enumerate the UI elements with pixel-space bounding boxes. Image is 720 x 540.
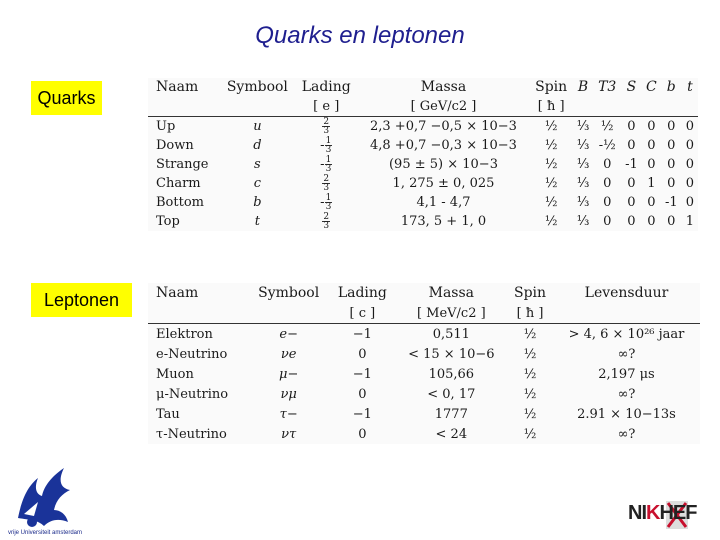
quark-mass: 4,1 - 4,7 xyxy=(416,195,471,210)
quark-spin: ½ xyxy=(544,157,558,172)
lepton-spin: ½ xyxy=(523,346,537,362)
quark-charm: 0 xyxy=(647,157,656,172)
lepton-symbol: τ− xyxy=(279,406,298,422)
lepton-table xyxy=(148,283,700,444)
lepton-name: Elektron xyxy=(156,326,213,342)
lepton-charge: −1 xyxy=(352,326,372,342)
quark-topness: 0 xyxy=(685,138,695,153)
quark-symbol: s xyxy=(254,157,261,172)
quark-isospin: 0 xyxy=(603,195,612,210)
unit-charge: [ e ] xyxy=(295,97,357,117)
lepton-charge: −1 xyxy=(352,366,372,382)
quark-bottomness: 0 xyxy=(667,119,676,134)
unit-spin: [ ħ ] xyxy=(507,303,553,324)
table-row xyxy=(148,174,698,193)
unit-charge: [ c ] xyxy=(329,303,395,324)
quark-spin: ½ xyxy=(544,176,558,191)
quark-charge xyxy=(295,174,357,193)
lepton-charge: 0 xyxy=(358,346,367,362)
quark-baryon: ⅓ xyxy=(576,157,590,172)
quark-baryon: ⅓ xyxy=(576,176,590,191)
lepton-charge: 0 xyxy=(358,386,367,402)
quark-mass: 2,3 +0,7 −0,5 × 10−3 xyxy=(370,119,517,134)
col-symbol: Symbool xyxy=(258,284,320,301)
charge-den: 3 xyxy=(323,221,330,231)
quark-symbol: b xyxy=(253,195,262,210)
quark-header-row xyxy=(148,78,698,97)
quark-charge xyxy=(295,193,357,212)
quark-spin: ½ xyxy=(544,138,558,153)
quark-name: Strange xyxy=(156,157,209,172)
quark-mass: 173, 5 + 1, 0 xyxy=(400,214,487,229)
quark-bottomness: 0 xyxy=(667,214,676,229)
quark-topness: 0 xyxy=(685,176,695,191)
quark-baryon: ⅓ xyxy=(576,195,590,210)
quark-mass: 1, 275 ± 0, 025 xyxy=(392,176,495,191)
lepton-spin: ½ xyxy=(523,426,537,442)
quark-mass: (95 ± 5) × 10−3 xyxy=(388,157,498,172)
quark-strangeness: 0 xyxy=(627,176,636,191)
quark-baryon: ⅓ xyxy=(576,138,590,153)
quark-topness: 0 xyxy=(685,119,695,134)
charge-sign: - xyxy=(320,195,325,210)
charge-num: 2 xyxy=(323,117,330,127)
lepton-name: Muon xyxy=(156,366,194,382)
quark-strangeness: -1 xyxy=(625,157,638,172)
nikhef-wordmark: NIKHEF xyxy=(628,502,697,524)
col-topness: t xyxy=(687,79,693,95)
quark-bottomness: 0 xyxy=(667,176,676,191)
col-bottomness: b xyxy=(666,79,676,95)
table-row xyxy=(148,404,700,424)
charge-den: 3 xyxy=(325,202,332,212)
lepton-charge: 0 xyxy=(358,426,367,442)
col-isospin: T3 xyxy=(598,79,617,95)
quark-name: Top xyxy=(156,214,180,229)
lepton-mass: < 15 × 10−6 xyxy=(408,346,495,362)
lepton-spin: ½ xyxy=(523,366,537,382)
quark-strangeness: 0 xyxy=(627,195,636,210)
table-row xyxy=(148,324,700,345)
quark-name: Down xyxy=(156,138,194,153)
lepton-mass: 1777 xyxy=(434,406,468,422)
griffin-logo-icon xyxy=(8,458,83,536)
table-row xyxy=(148,117,698,137)
table-row xyxy=(148,424,700,444)
lepton-mass: < 24 xyxy=(435,426,468,442)
lepton-spin: ½ xyxy=(523,406,537,422)
charge-sign: - xyxy=(320,138,325,153)
quark-mass: 4,8 +0,7 −0,3 × 10−3 xyxy=(370,138,517,153)
quark-spin: ½ xyxy=(544,195,558,210)
unit-mass: [ MeV/c2 ] xyxy=(396,303,508,324)
quarks-label: Quarks xyxy=(31,81,102,115)
lepton-name: μ-Neutrino xyxy=(156,386,229,402)
quark-topness: 0 xyxy=(685,157,695,172)
quark-strangeness: 0 xyxy=(627,119,636,134)
lepton-symbol: μ− xyxy=(279,366,299,382)
quark-symbol: t xyxy=(254,214,260,229)
lepton-mass: < 0, 17 xyxy=(427,386,476,402)
table-row xyxy=(148,212,698,231)
col-spin: Spin xyxy=(535,79,568,95)
table-row xyxy=(148,193,698,212)
quark-charge xyxy=(295,212,357,231)
lepton-name: e-Neutrino xyxy=(156,346,228,362)
table-row xyxy=(148,155,698,174)
quark-name: Bottom xyxy=(156,195,204,210)
leptons-label: Leptonen xyxy=(31,283,132,317)
quark-isospin: 0 xyxy=(603,176,612,191)
lepton-lifetime: ∞? xyxy=(617,386,636,402)
charge-den: 3 xyxy=(323,126,330,136)
quark-isospin: -½ xyxy=(598,138,616,153)
col-spin: Spin xyxy=(514,284,547,301)
col-baryon: B xyxy=(577,79,589,95)
col-charge: Lading xyxy=(301,79,351,95)
lepton-lifetime: 2.91 × 10−13s xyxy=(577,406,676,422)
charge-num: 2 xyxy=(323,174,330,184)
unit-spin: [ ħ ] xyxy=(530,97,573,117)
col-mass: Massa xyxy=(420,79,467,95)
quark-baryon: ⅓ xyxy=(576,119,590,134)
lepton-header-row xyxy=(148,283,700,303)
lepton-lifetime: ∞? xyxy=(617,426,636,442)
col-symbol: Symbool xyxy=(226,79,288,95)
quark-strangeness: 0 xyxy=(627,214,636,229)
lepton-units-row xyxy=(148,303,700,324)
quark-strangeness: 0 xyxy=(627,138,636,153)
col-name: Naam xyxy=(156,284,199,301)
lepton-lifetime: ∞? xyxy=(617,346,636,362)
col-name: Naam xyxy=(156,79,199,95)
quark-isospin: 0 xyxy=(603,157,612,172)
quark-charge xyxy=(295,155,357,174)
quark-name: Up xyxy=(156,119,176,134)
lepton-symbol: e− xyxy=(279,326,298,342)
quark-charm: 0 xyxy=(647,195,656,210)
charge-den: 3 xyxy=(323,183,330,193)
charge-den: 3 xyxy=(325,164,332,174)
quark-charm: 1 xyxy=(647,176,656,191)
quark-charm: 0 xyxy=(647,119,656,134)
lepton-symbol: ντ xyxy=(281,426,297,442)
charge-num: 1 xyxy=(325,193,332,203)
quark-bottomness: 0 xyxy=(667,138,676,153)
quark-charm: 0 xyxy=(647,138,656,153)
quark-bottomness: 0 xyxy=(667,157,676,172)
lepton-lifetime: > 4, 6 × 10²⁶ jaar xyxy=(568,326,685,342)
table-row xyxy=(148,384,700,404)
quark-name: Charm xyxy=(156,176,201,191)
lepton-mass: 105,66 xyxy=(428,366,475,382)
charge-num: 1 xyxy=(325,155,332,165)
lepton-symbol: νe xyxy=(280,346,297,362)
university-text: vrije Universiteit amsterdam xyxy=(8,530,83,536)
quark-charge xyxy=(295,117,357,137)
charge-sign: - xyxy=(320,157,325,172)
quark-units-row xyxy=(148,97,698,117)
lepton-name: τ-Neutrino xyxy=(156,426,227,442)
lepton-symbol: νμ xyxy=(280,386,297,402)
table-row xyxy=(148,136,698,155)
quark-isospin: ½ xyxy=(600,119,614,134)
charge-num: 2 xyxy=(323,212,330,222)
charge-num: 1 xyxy=(325,136,332,146)
col-lifetime: Levensduur xyxy=(584,284,669,301)
table-row xyxy=(148,364,700,384)
lepton-spin: ½ xyxy=(523,386,537,402)
quark-isospin: 0 xyxy=(603,214,612,229)
quark-spin: ½ xyxy=(544,214,558,229)
quark-baryon: ⅓ xyxy=(576,214,590,229)
lepton-mass: 0,511 xyxy=(432,326,470,342)
col-charge: Lading xyxy=(337,284,387,301)
lepton-spin: ½ xyxy=(523,326,537,342)
quark-bottomness: -1 xyxy=(664,195,678,210)
lepton-charge: −1 xyxy=(352,406,372,422)
slide-title: Quarks en leptonen xyxy=(255,22,465,49)
quark-symbol: u xyxy=(253,119,262,134)
charge-den: 3 xyxy=(325,145,332,155)
table-row xyxy=(148,344,700,364)
quark-symbol: c xyxy=(253,176,262,191)
unit-mass: [ GeV/c2 ] xyxy=(357,97,529,117)
quark-table xyxy=(148,78,698,231)
col-charm: C xyxy=(645,79,657,95)
quark-spin: ½ xyxy=(544,119,558,134)
quark-topness: 1 xyxy=(685,214,695,229)
lepton-name: Tau xyxy=(156,406,180,422)
quark-charge xyxy=(295,136,357,155)
quark-topness: 0 xyxy=(685,195,695,210)
quark-symbol: d xyxy=(253,138,262,153)
quark-charm: 0 xyxy=(647,214,656,229)
col-strangeness: S xyxy=(626,79,637,95)
col-mass: Massa xyxy=(428,284,475,301)
lepton-lifetime: 2,197 μs xyxy=(598,366,655,382)
